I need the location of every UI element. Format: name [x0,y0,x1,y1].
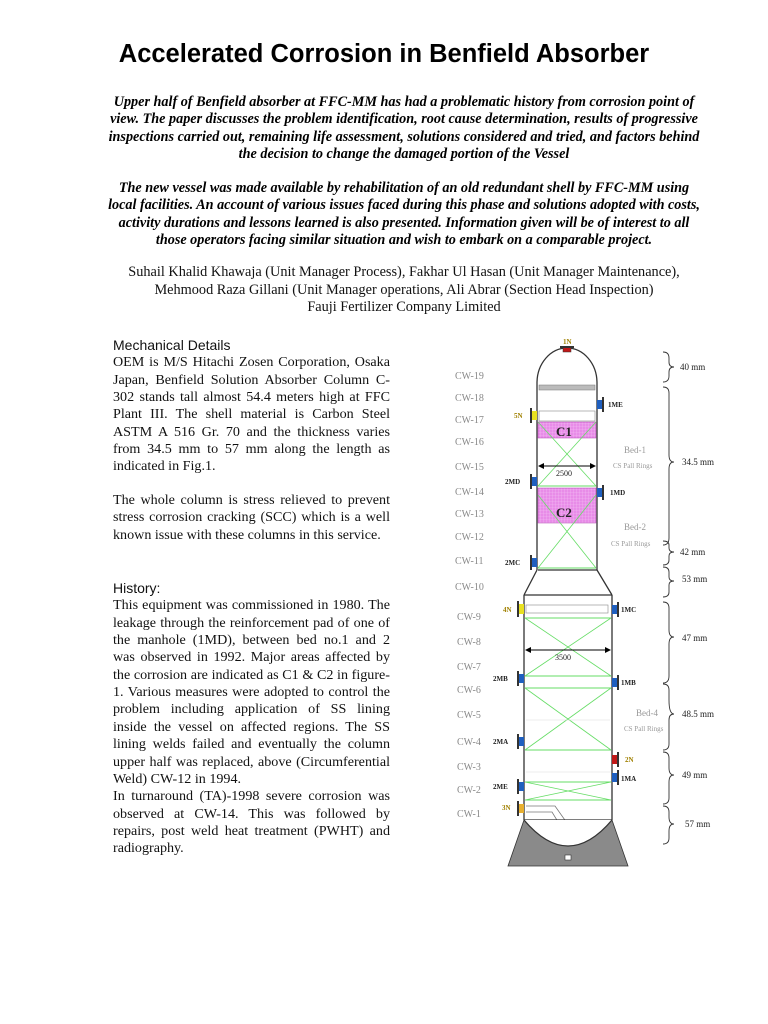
mechanical-details-heading: Mechanical Details [113,337,231,353]
mechanical-details-paragraph-2: The whole column is stress relieved to prevent stress corrosion cracking (SCC) which is a well known issue with these columns in this service. [113,492,390,543]
nozzle-label: 2MD [505,478,521,486]
cw-label: CW-15 [455,462,484,473]
thickness-label: 42 mm [680,547,706,557]
cw-label: CW-16 [455,437,484,448]
document-title: Accelerated Corrosion in Benfield Absorber [118,40,650,68]
nozzle-label: 1ME [608,401,623,409]
cw-label: CW-14 [455,487,484,498]
cw-label: CW-7 [457,662,481,673]
mechanical-details-paragraph-2-wrap [113,492,390,544]
history-heading: History: [113,580,161,596]
cw-label: CW-6 [457,685,481,696]
history-paragraph-1: This equipment was commissioned in 1980. The leakage through the reinforcement pad of one of the manhole (1MD), between bed no.1 and 2 was observed in 1992. Major areas affected by the corrosion are indicated as C1 & C2 in figure-1. Various measures were adopted to control the problem including application of SS lining inside the vessel on affected regions. The SS lining welds failed and eventually the column upper half was replaced, above (Circumferential Weld) CW-12 in 1994. [113,597,390,787]
nozzle-label: 1MA [621,775,637,783]
cw-label: CW-9 [457,612,481,623]
absorber-column-figure [440,330,740,875]
cw-label: CW-2 [457,785,481,796]
cw-label: CW-18 [455,393,484,404]
cw-label: CW-8 [457,637,481,648]
lower-diameter-label: 3500 [555,653,571,662]
nozzle-label: 1MB [621,679,636,687]
authors-line-2: Mehmood Raza Gillani (Unit Manager operations, Ali Abrar (Section Head Inspection) [154,281,654,298]
mechanical-details-section [113,337,390,476]
nozzle-label: 1MC [621,606,637,614]
bed-2-label: Bed-2 [624,522,646,532]
cw-label: CW-11 [455,556,484,567]
history-section [113,580,390,858]
cw-label: CW-5 [457,710,481,721]
bed-1-label: Bed-1 [624,445,646,455]
bed-1-packing: CS Pall Rings [613,462,653,470]
affiliation: Fauji Fertilizer Company Limited [307,299,501,316]
thickness-label: 57 mm [685,819,711,829]
mechanical-details-paragraph-1: OEM is M/S Hitachi Zosen Corporation, Osaka Japan, Benfield Solution Absorber Column C-302 stands tall almost 54.4 meters high at FFC Plant III. The shell material is Carbon Steel ASTM A 516 Gr. 70 and the thickness varies from 34.5 mm to 57 mm along the length as indicated in Fig.1. [113,354,390,475]
cw-label: CW-4 [457,737,481,748]
thickness-label: 34.5 mm [682,457,715,467]
nozzle-label: 5N [514,412,523,420]
cw-label: CW-12 [455,532,484,543]
nozzle-label: 2MC [505,559,521,567]
cw-label: CW-1 [457,809,481,820]
abstract-paragraph-1: Upper half of Benfield absorber at FFC-MM has had a problematic history from corrosion point of view. The paper discusses the problem identification, root cause determination, results of progressive inspections carried out, remaining life assessment, solutions considered and tried, and factors behind the decision to change the damaged portion of the Vessel [108,94,700,163]
nozzle-label: 2N [625,756,634,764]
cw-label: CW-10 [455,582,484,593]
thickness-label: 47 mm [682,633,708,643]
thickness-braces [663,352,674,844]
cw-label: CW-19 [455,371,484,382]
c2-label: C2 [556,505,572,520]
authors-line-1: Suhail Khalid Khawaja (Unit Manager Process), Fakhar Ul Hasan (Unit Manager Maintenance), [128,264,680,280]
thickness-label: 53 mm [682,574,708,584]
bed-2-packing: CS Pall Rings [611,540,651,548]
bed-4-label: Bed-4 [636,708,658,718]
nozzle-label: 1N [563,338,572,346]
cw-label: CW-17 [455,415,484,426]
nozzle-label: 4N [503,606,512,614]
nozzle-label: 1MD [610,489,626,497]
nozzle-label: 3N [502,804,511,812]
thickness-label: 49 mm [682,770,708,780]
thickness-label: 48.5 mm [682,709,715,719]
nozzle-label: 2ME [493,783,508,791]
bed-4-packing: CS Pall Rings [624,725,664,733]
abstract-paragraph-2: The new vessel was made available by rehabilitation of an old redundant shell by FFC-MM using local facilities. An account of various issues faced during this phase and solutions adopted with costs, activity durations and lessons learned is also presented. Information given will be of interest to all those operators facing similar situation and wish to embark on a comparable project. [108,180,700,249]
thickness-label: 40 mm [680,362,706,372]
nozzle-label: 2MB [493,675,508,683]
upper-diameter-label: 2500 [556,469,572,478]
cw-label: CW-13 [455,509,484,520]
cw-label: CW-3 [457,762,481,773]
authors-block [100,264,708,317]
nozzle-label: 2MA [493,738,509,746]
history-paragraph-2: In turnaround (TA)-1998 severe corrosion was observed at CW-14. This was followed by repairs, post weld heat treatment (PWHT) and radiography. [113,788,390,857]
c1-label: C1 [556,424,572,439]
